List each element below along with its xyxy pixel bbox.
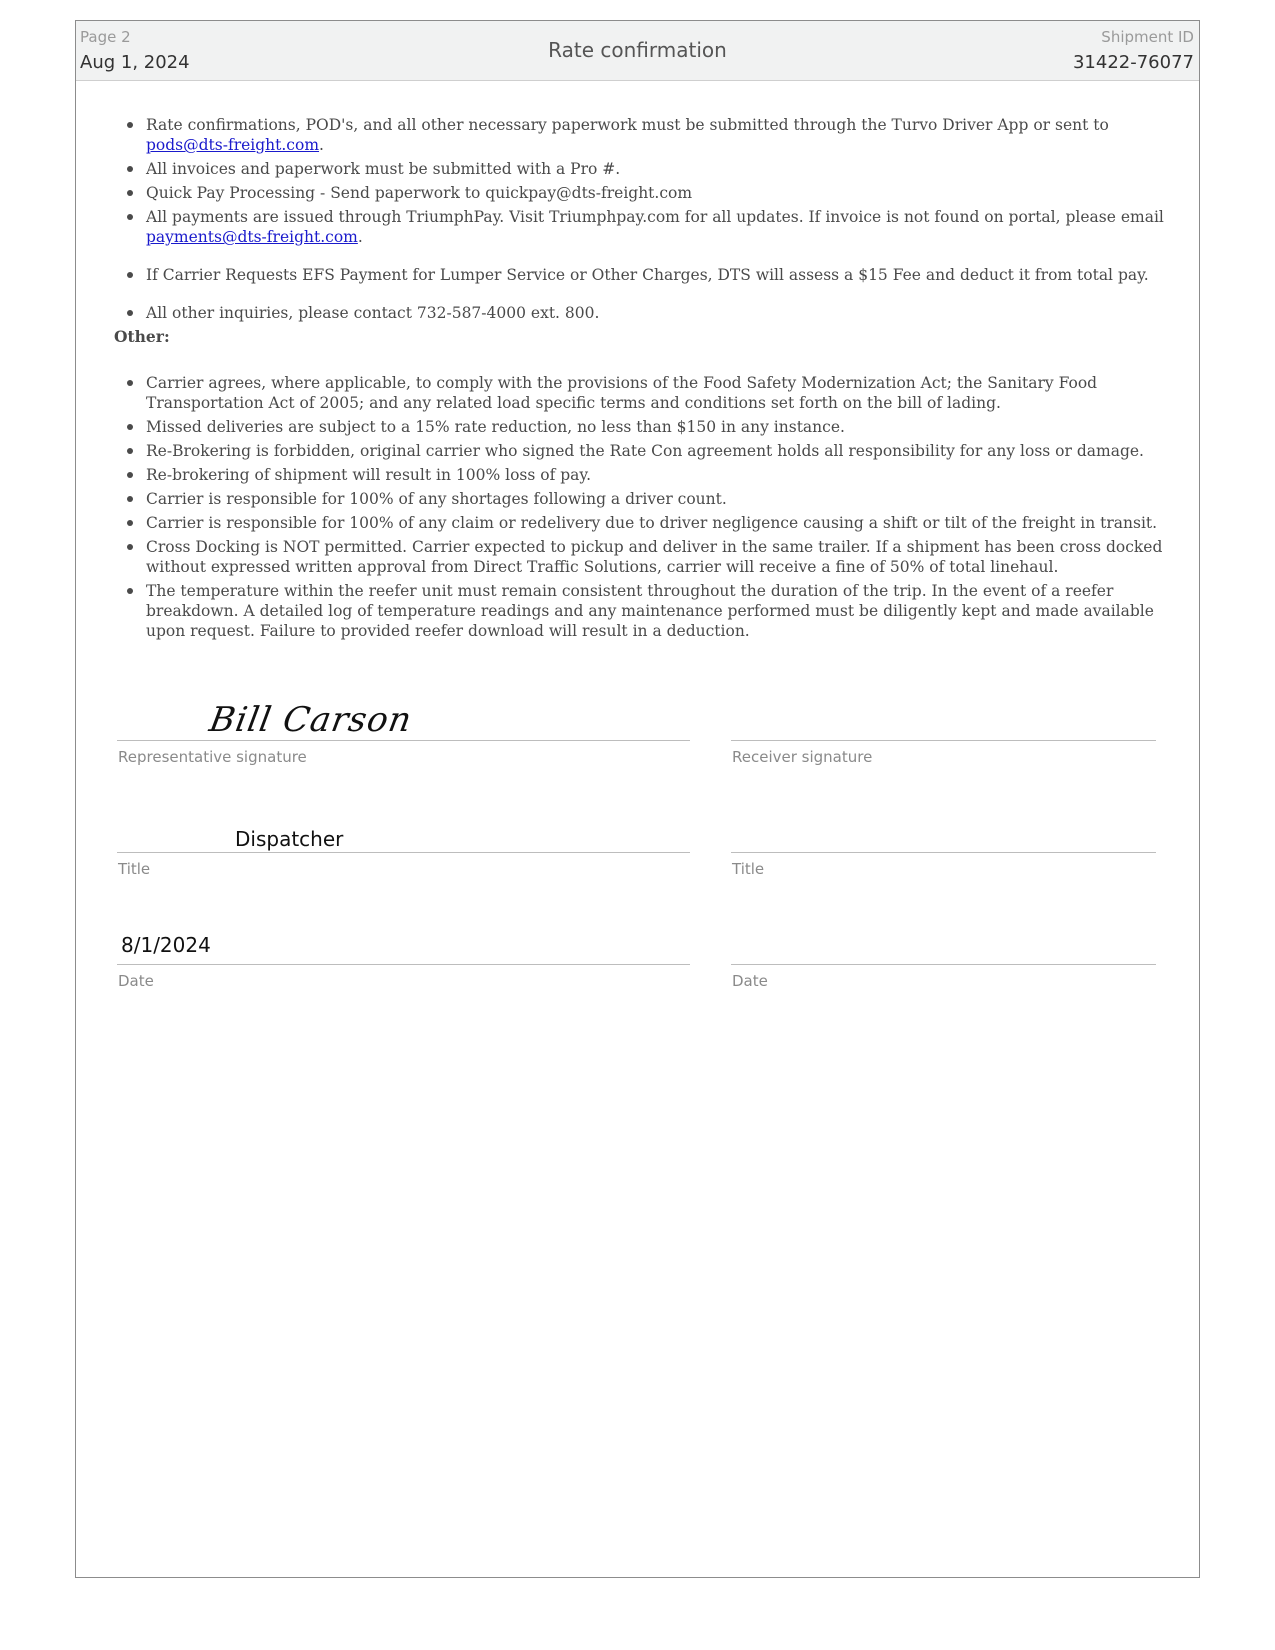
list-item <box>76 265 1199 285</box>
shipment-id: 31422-76077 <box>1072 52 1194 73</box>
list-item <box>76 183 1199 203</box>
representative-date-label: Date <box>118 972 154 990</box>
item-tail: . <box>319 136 324 154</box>
receiver-signature-label: Receiver signature <box>732 748 873 766</box>
list-item <box>76 115 1199 155</box>
list-item: Re-Brokering is forbidden, original carrier who signed the Rate Con agreement holds all responsibility for any loss or damage. <box>76 441 1199 461</box>
representative-date-value: 8/1/2024 <box>121 933 211 957</box>
document-title: Rate confirmation <box>548 38 727 62</box>
list-item <box>76 207 1199 247</box>
item-text: All invoices and paperwork must be submitted with a Pro #. <box>146 160 621 178</box>
page-header <box>76 21 1199 81</box>
list-item: Re-brokering of shipment will result in 100% loss of pay. <box>76 465 1199 485</box>
other-heading: Other: <box>114 327 170 346</box>
payment-terms-list <box>76 115 1199 327</box>
representative-title-label: Title <box>118 860 151 878</box>
list-item <box>76 159 1199 179</box>
page-number: Page 2 <box>80 28 131 46</box>
item-text: Rate confirmations, POD's, and all other necessary paperwork must be submitted through the Turvo Driver App or sent to <box>146 116 1109 134</box>
item-tail: . <box>357 228 363 246</box>
item-text: All payments are issued through TriumphPay. Visit Triumphpay.com for all updates. If invoice is not found on portal, please email <box>146 208 1164 226</box>
document-page <box>75 20 1200 1578</box>
item-text: Quick Pay Processing - Send paperwork to quickpay@dts-freight.com <box>146 184 693 202</box>
list-item: Cross Docking is NOT permitted. Carrier expected to pickup and deliver in the same trailer. If a shipment has been cross docked without expressed written approval from Direct Traffic Solutions, carrier will receive a fine of 50% of total linehaul. <box>76 537 1199 577</box>
list-item: The temperature within the reefer unit must remain consistent throughout the duration of the trip. In the event of a reefer breakdown. A detailed log of temperature readings and any maintenance performed must be diligently kept and made available upon request. Failure to provided reefer download will result in a deduction. <box>76 581 1199 641</box>
header-date: Aug 1, 2024 <box>80 52 190 73</box>
shipment-id-label: Shipment ID <box>1101 28 1194 46</box>
list-item <box>76 303 1199 323</box>
receiver-title-label: Title <box>732 860 765 878</box>
list-item: Carrier is responsible for 100% of any claim or redelivery due to driver negligence causing a shift or tilt of the freight in transit. <box>76 513 1199 533</box>
list-item: Missed deliveries are subject to a 15% rate reduction, no less than $150 in any instance. <box>76 417 1199 437</box>
representative-signature: Bill Carson <box>206 700 416 740</box>
payments-email-link[interactable]: payments@dts-freight.com <box>146 228 358 246</box>
representative-signature-label: Representative signature <box>118 748 307 766</box>
receiver-date-label: Date <box>732 972 768 990</box>
item-text: All other inquiries, please contact 732-587-4000 ext. 800. <box>146 304 600 322</box>
item-text: If Carrier Requests EFS Payment for Lumper Service or Other Charges, DTS will assess a $15 Fee and deduct it from total pay. <box>146 266 1149 284</box>
other-terms-list <box>76 373 1199 645</box>
list-item: Carrier agrees, where applicable, to comply with the provisions of the Food Safety Modernization Act; the Sanitary Food Transportation Act of 2005; and any related load specific terms and conditions set forth on the bill of lading. <box>76 373 1199 413</box>
list-item: Carrier is responsible for 100% of any shortages following a driver count. <box>76 489 1199 509</box>
representative-title-value: Dispatcher <box>235 827 344 851</box>
pods-email-link[interactable]: pods@dts-freight.com <box>146 136 320 154</box>
